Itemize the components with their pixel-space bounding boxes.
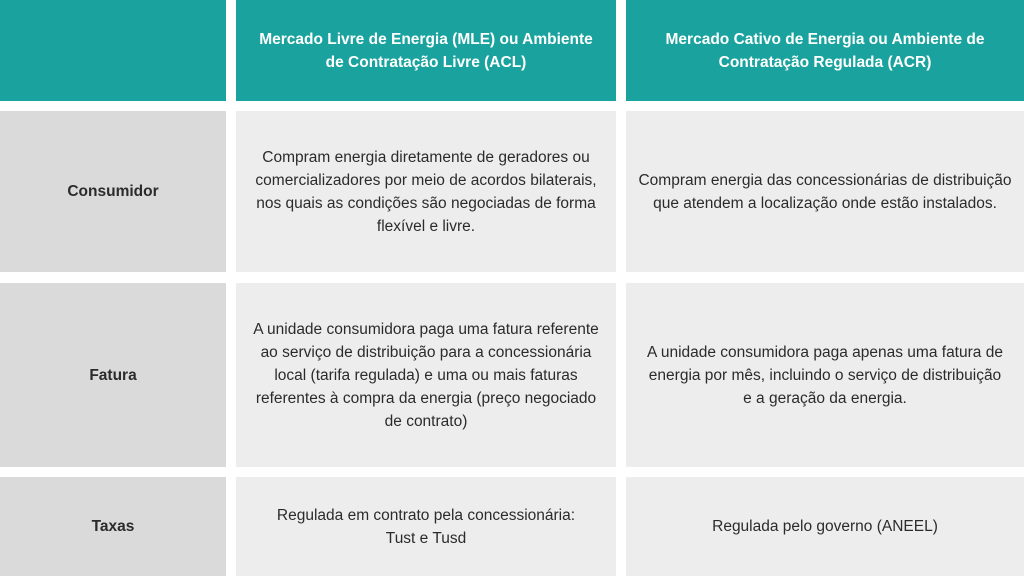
header-corner-cell bbox=[0, 0, 226, 101]
cell-text: Compram energia das concessionárias de distribuição que atendem a localização onde estão instalados. bbox=[638, 171, 1012, 212]
row-label-text: Taxas bbox=[91, 518, 135, 535]
cell-text: Regulada pelo governo (ANEEL) bbox=[712, 518, 938, 535]
cell-text: Regulada em contrato pela concessionária: Tust e Tusd bbox=[276, 506, 576, 547]
header-acr-text: Mercado Cativo de Energia ou Ambiente de Contratação Regulada (ACR) bbox=[665, 30, 985, 71]
table-cell bbox=[626, 111, 1024, 272]
cell-text: Compram energia diretamente de geradores ou comercializadores por meio de acordos bilaterais, nos quais as condições são negociadas de forma flexível e livre. bbox=[255, 148, 597, 235]
row-label-taxas bbox=[0, 477, 226, 576]
table-cell bbox=[626, 477, 1024, 576]
header-cell-acl bbox=[236, 0, 616, 101]
row-label-fatura bbox=[0, 283, 226, 467]
cell-text: A unidade consumidora paga apenas uma fatura de energia por mês, incluindo o serviço de distribuição e a geração da energia. bbox=[647, 343, 1003, 407]
row-label-text: Fatura bbox=[89, 366, 137, 384]
table-cell bbox=[236, 283, 616, 467]
header-cell-acr bbox=[626, 0, 1024, 101]
table-cell bbox=[236, 111, 616, 272]
table-cell bbox=[236, 477, 616, 576]
row-label-text: Consumidor bbox=[67, 183, 159, 200]
header-acl-text: Mercado Livre de Energia (MLE) ou Ambiente de Contratação Livre (ACL) bbox=[259, 30, 593, 71]
cell-text: A unidade consumidora paga uma fatura referente ao serviço de distribuição para a concessionária local (tarifa regulada) e uma ou mais faturas referentes à compra da energia (preço negociado de contrato) bbox=[253, 320, 599, 430]
table-cell bbox=[626, 283, 1024, 467]
row-label-consumidor bbox=[0, 111, 226, 272]
